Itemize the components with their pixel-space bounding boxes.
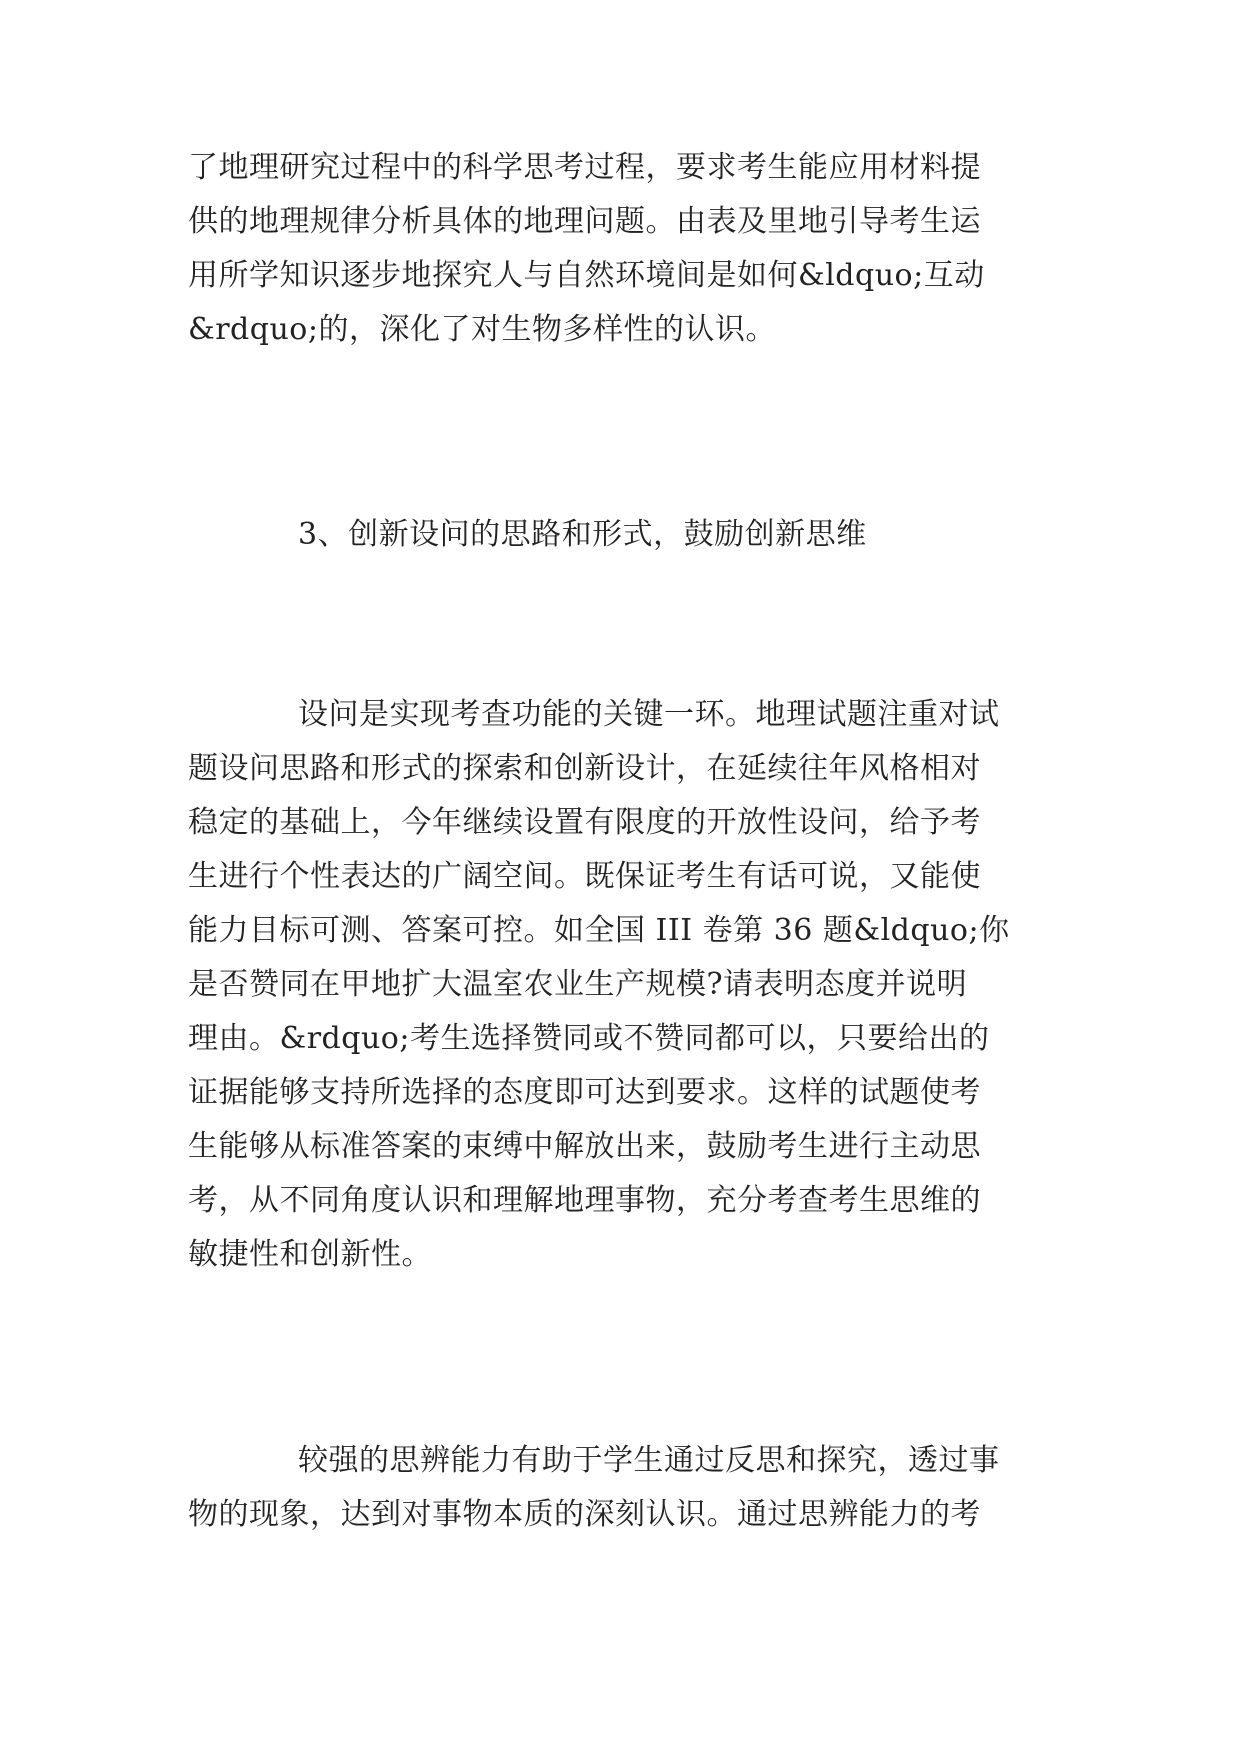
paragraph-1-line-1: 了地理研究过程中的科学思考过程，要求考生能应用材料提 xyxy=(188,150,981,185)
paragraph-2-line-2: 题设问思路和形式的探索和创新设计，在延续往年风格相对 xyxy=(188,751,981,786)
section-heading: 3、创新设问的思路和形式，鼓励创新思维 xyxy=(298,517,867,552)
paragraph-2-line-3: 稳定的基础上，今年继续设置有限度的开放性设问，给予考 xyxy=(188,805,981,840)
paragraph-2-line-6: 是否赞同在甲地扩大温室农业生产规模?请表明态度并说明 xyxy=(188,967,968,1002)
paragraph-2-line-9: 生能够从标准答案的束缚中解放出来，鼓励考生进行主动思 xyxy=(188,1129,981,1164)
paragraph-2-line-5: 能力目标可测、答案可控。如全国 III 卷第 36 题&ldquo;你 xyxy=(188,913,1010,948)
paragraph-1-line-4: &rdquo;的，深化了对生物多样性的认识。 xyxy=(188,312,776,347)
paragraph-2-line-8: 证据能够支持所选择的态度即可达到要求。这样的试题使考 xyxy=(188,1075,981,1110)
paragraph-2-line-7: 理由。&rdquo;考生选择赞同或不赞同都可以，只要给出的 xyxy=(188,1021,990,1056)
paragraph-2-line-4: 生进行个性表达的广阔空间。既保证考生有话可说，又能使 xyxy=(188,859,981,894)
paragraph-3-line-2: 物的现象，达到对事物本质的深刻认识。通过思辨能力的考 xyxy=(188,1497,981,1532)
paragraph-2-line-11: 敏捷性和创新性。 xyxy=(188,1237,432,1272)
paragraph-1-line-2: 供的地理规律分析具体的地理问题。由表及里地引导考生运 xyxy=(188,204,981,239)
paragraph-2-line-10: 考，从不同角度认识和理解地理事物，充分考查考生思维的 xyxy=(188,1183,981,1218)
paragraph-2-line-1: 设问是实现考查功能的关键一环。地理试题注重对试 xyxy=(298,697,1000,732)
paragraph-3-line-1: 较强的思辨能力有助于学生通过反思和探究，透过事 xyxy=(298,1443,1000,1478)
paragraph-1-line-3: 用所学知识逐步地探究人与自然环境间是如何&ldquo;互动 xyxy=(188,258,985,293)
